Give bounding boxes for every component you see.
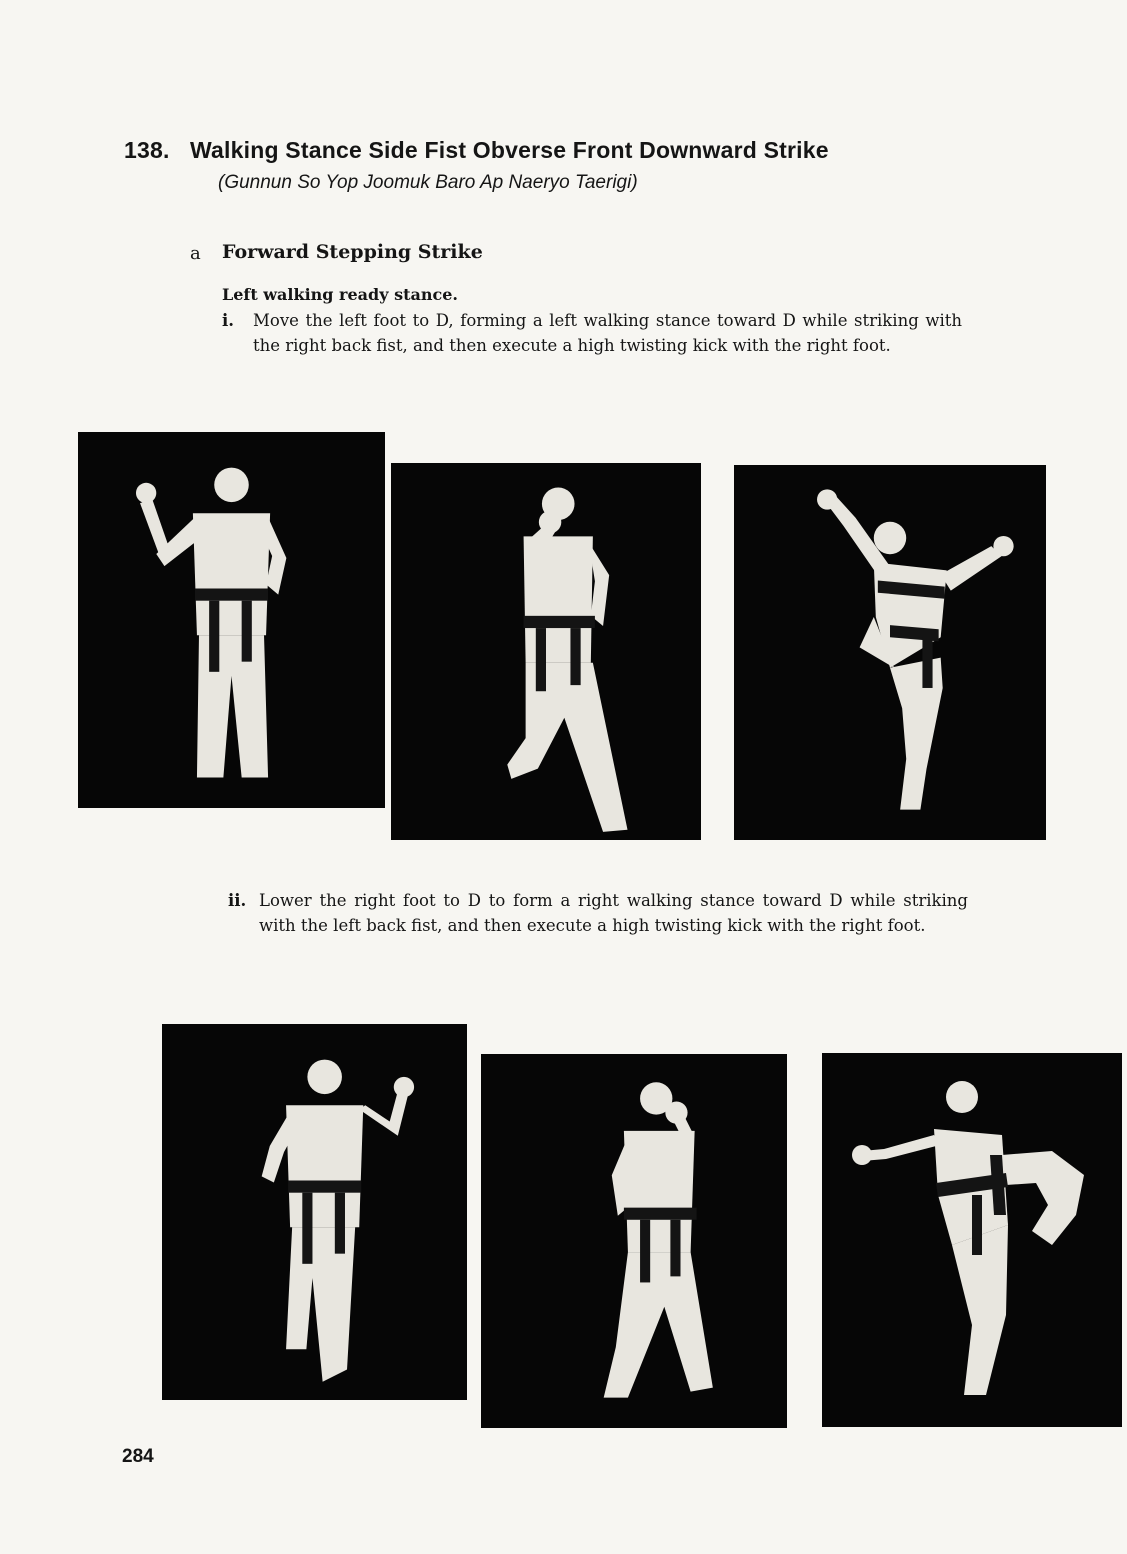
- page-number: 284: [122, 1446, 154, 1467]
- photo-2: [391, 463, 701, 840]
- step-i: [222, 308, 962, 358]
- photo-5: [481, 1054, 787, 1428]
- step-marker: i.: [222, 311, 235, 330]
- section-title: Forward Stepping Strike: [222, 241, 483, 263]
- heading-number: 138.: [124, 137, 170, 163]
- step-text: Lower the right foot to D to form a right walking stance toward D while striking with the left back fist, and then execute a high twisting kick with the right foot.: [259, 891, 968, 935]
- photo-6: [822, 1053, 1122, 1427]
- martial-artist-photo-icon: [481, 1054, 787, 1428]
- martial-artist-photo-icon: [391, 463, 701, 840]
- martial-artist-photo-icon: [78, 432, 385, 808]
- martial-artist-photo-icon: [822, 1053, 1122, 1427]
- step-marker: ii.: [228, 891, 247, 910]
- martial-artist-photo-icon: [734, 465, 1046, 840]
- section-letter: a: [190, 243, 201, 264]
- photo-4: [162, 1024, 467, 1400]
- photo-1: [78, 432, 385, 808]
- photo-3: [734, 465, 1046, 840]
- step-text: Move the left foot to D, forming a left walking stance toward D while striking with the right back fist, and then execute a high twisting kick with the right foot.: [253, 311, 962, 355]
- heading-subtitle: (Gunnun So Yop Joomuk Baro Ap Naeryo Taerigi): [218, 172, 638, 193]
- step-ii: [228, 888, 968, 938]
- heading-title: Walking Stance Side Fist Obverse Front Downward Strike: [190, 137, 829, 163]
- ready-stance-label: Left walking ready stance.: [222, 285, 458, 304]
- martial-artist-photo-icon: [162, 1024, 467, 1400]
